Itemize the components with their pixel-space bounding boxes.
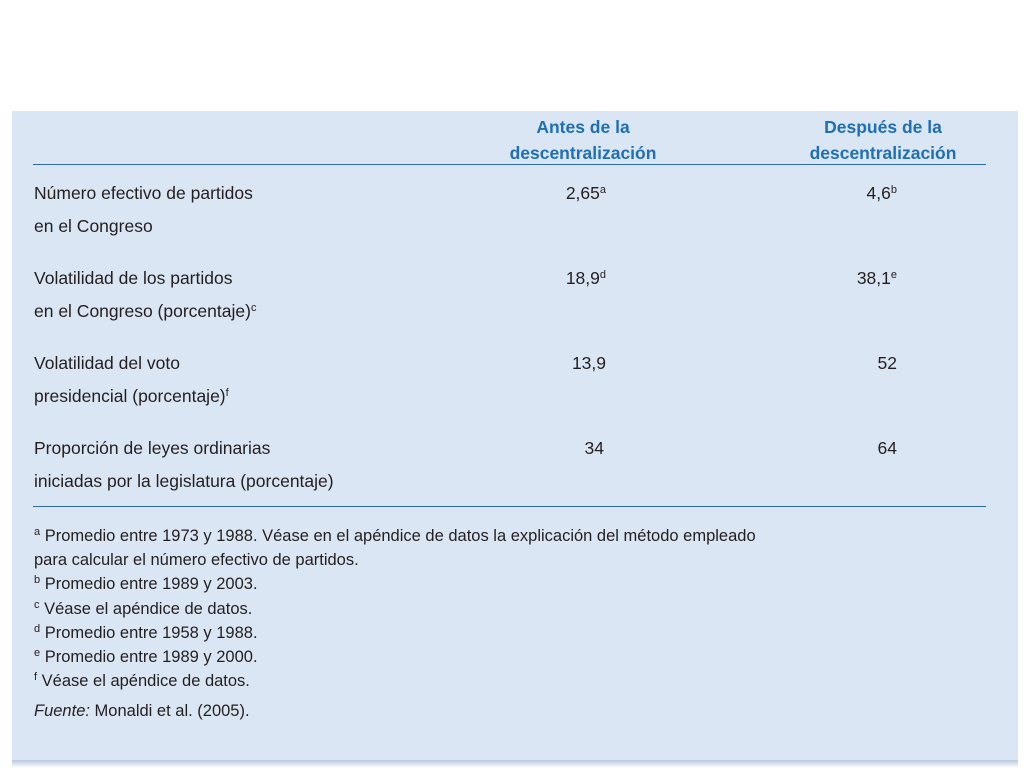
panel-shadow: [12, 760, 1018, 768]
footer-rule: [33, 506, 986, 507]
table-cell-after: 52: [877, 353, 897, 373]
footnote-a-continuation: para calcular el número efectivo de partidos.: [34, 551, 359, 570]
column-header-before: [478, 114, 688, 166]
table-row-label: [34, 262, 474, 328]
row-label-line2: en el Congreso (porcentaje)$^c$: [34, 301, 257, 321]
source-label: Fuente:: [34, 702, 90, 721]
column-header-after-line2: descentralización: [809, 143, 957, 163]
table-row-label: [34, 177, 474, 243]
row-label-line2: iniciadas por la legislatura (porcentaje): [34, 471, 334, 491]
table-cell-after: 4,6$^b$: [866, 183, 897, 203]
row-label-line1: Volatilidad del voto: [34, 353, 180, 373]
column-header-after-line1: Después de la: [824, 117, 942, 137]
column-header-before-line1: Antes de la: [536, 117, 630, 137]
table-cell-before: 2,65$^a$: [565, 183, 606, 203]
footnotes: [34, 524, 984, 724]
table-cell-after: 38,1e: [856, 268, 897, 288]
row-label-line1: Proporción de leyes ordinarias: [34, 438, 271, 458]
source-note: [34, 699, 984, 723]
table-cell-after: 64: [877, 438, 897, 458]
footnote-d: $^d$ Promedio entre 1958 y 1988.: [34, 622, 258, 642]
table-cell-before: 13,9: [571, 353, 606, 373]
footnote-a: $^a$ Promedio entre 1973 y 1988. Véase en el apéndice de datos la explicación del método empleado: [34, 526, 756, 545]
footnote-e: $^e$ Promedio entre 1989 y 2000.: [34, 647, 258, 667]
table-row-label: [34, 432, 474, 498]
footnote-f: $^f$ Véase el apéndice de datos.: [34, 671, 250, 691]
row-label-line1: Volatilidad de los partidos: [34, 268, 233, 288]
table-row-label: [34, 347, 474, 413]
table-cell-before: 34: [584, 438, 604, 458]
header-rule: [33, 164, 986, 165]
row-label-line1: Número efectivo de partidos: [34, 183, 253, 203]
column-header-after: [778, 114, 988, 166]
footnote-b: $^b$ Promedio entre 1989 y 2003.: [34, 574, 258, 594]
row-label-line2: presidencial (porcentaje)$^f$: [34, 386, 229, 406]
footnote-c: $^c$ Véase el apéndice de datos.: [34, 598, 253, 618]
column-header-before-line2: descentralización: [509, 143, 657, 163]
table-cell-before: 18,9$^d$: [565, 268, 606, 288]
row-label-line2: en el Congreso: [34, 216, 153, 236]
source-text: Monaldi et al. (2005).: [89, 702, 250, 721]
